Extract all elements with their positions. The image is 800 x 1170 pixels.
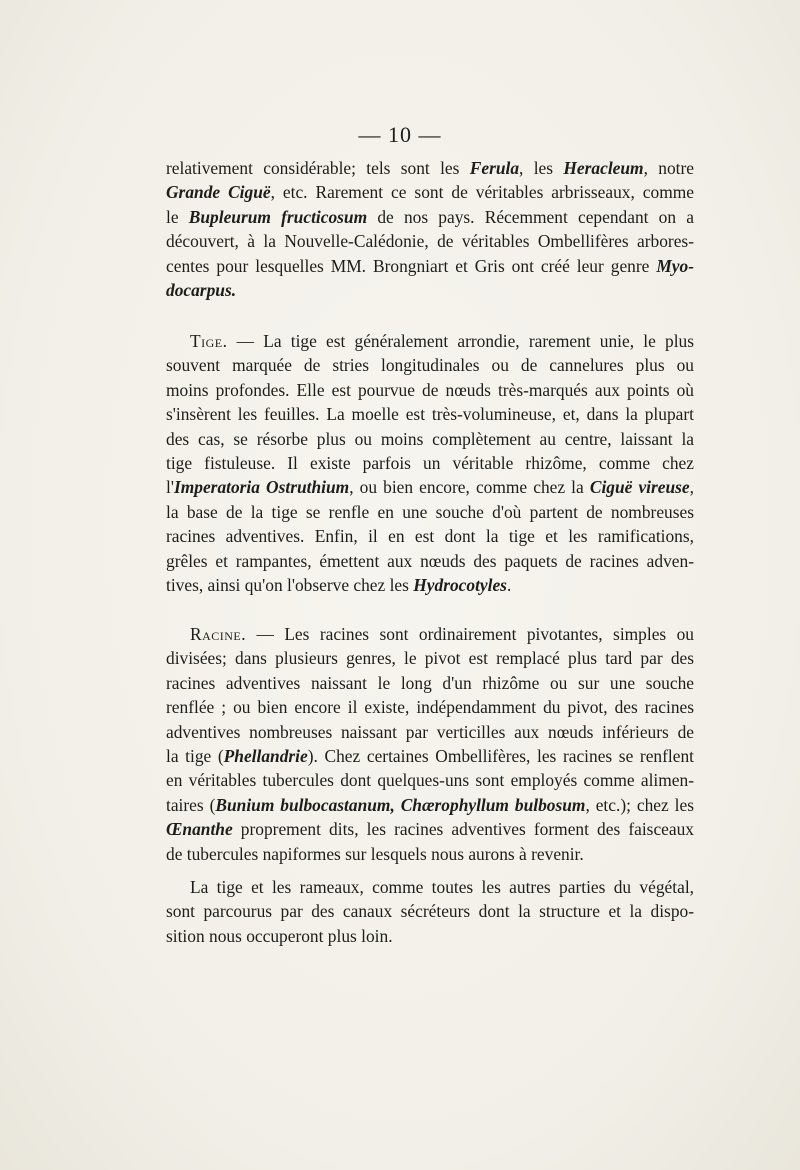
text-line: sition nous occuperont plus loin. [166, 925, 393, 946]
text-line: Œnanthe proprement dits, les racines adventives forment des faisceaux [166, 819, 694, 840]
text-line: docarpus. [166, 279, 237, 300]
text-line: l'Imperatoria Ostruthium, ou bien encore, comme chez la Ciguë vireuse, [166, 477, 694, 498]
paragraph-racine [166, 622, 694, 866]
text-line: centes pour lesquelles MM. Brongniart et Gris ont créé leur genre Myo- [166, 255, 694, 276]
text-line: la tige (Phellandrie). Chez certaines Ombellifères, les racines se renflent [166, 745, 694, 766]
text-line: de tubercules napiformes sur lesquels nous aurons à revenir. [166, 843, 584, 864]
text-line: adventives nombreuses naissant par verticilles aux nœuds inférieurs de [166, 721, 694, 742]
paragraph-tige [166, 329, 694, 597]
text-line: le Bupleurum fructicosum de nos pays. Récemment cependant on a [166, 206, 694, 227]
text-line: Tige. — La tige est généralement arrondie, rarement unie, le plus [190, 331, 694, 351]
section-heading-tige: Tige. [190, 331, 228, 351]
text-line: La tige et les rameaux, comme toutes les autres parties du végétal, [190, 877, 694, 897]
text-line: relativement considérable; tels sont les Ferula, les Heracleum, notre [166, 158, 694, 178]
text-line: Grande Ciguë, etc. Rarement ce sont de véritables arbrisseaux, comme [166, 182, 694, 203]
text-line: sont parcourus par des canaux sécréteurs dont la structure et la dispo- [166, 901, 694, 922]
paragraph-stems-intro [166, 156, 694, 302]
text-line: tige fistuleuse. Il existe parfois un véritable rhizôme, comme chez [166, 452, 694, 473]
text-line: Racine. — Les racines sont ordinairement pivotantes, simples ou [190, 624, 694, 644]
text-line: en véritables tubercules dont quelques-uns sont employés comme alimen- [166, 770, 694, 791]
paragraph-canaux [166, 875, 694, 948]
text-line: moins profondes. Elle est pourvue de nœuds très-marqués aux points où [166, 379, 694, 400]
text-line: la base de la tige se renfle en une souche d'où partent de nombreuses [166, 501, 694, 522]
section-heading-racine: Racine. [190, 624, 247, 644]
text-line: souvent marquée de stries longitudinales ou de cannelures plus ou [166, 355, 694, 376]
text-line: tives, ainsi qu'on l'observe chez les Hydrocotyles. [166, 574, 512, 595]
text-line: grêles et rampantes, émettent aux nœuds des paquets de racines adven- [166, 550, 694, 571]
text-line: renflée ; ou bien encore il existe, indépendamment du pivot, des racines [166, 697, 694, 718]
text-line: s'insèrent les feuilles. La moelle est très-volumineuse, et, dans la plupart [166, 404, 694, 425]
text-line: divisées; dans plusieurs genres, le pivot est remplacé plus tard par des [166, 648, 694, 669]
text-line: des cas, se résorbe plus ou moins complètement au centre, laissant la [166, 428, 694, 449]
page-number: — 10 — [358, 122, 442, 147]
text-line: racines adventives naissant le long d'un rhizôme ou sur une souche [166, 672, 694, 693]
text-line: découvert, à la Nouvelle-Calédonie, de véritables Ombellifères arbores- [166, 231, 694, 252]
text-line: racines adventives. Enfin, il en est dont la tige et les ramifications, [166, 526, 694, 547]
text-line: taires (Bunium bulbocastanum, Chærophyllum bulbosum, etc.); chez les [166, 794, 694, 815]
